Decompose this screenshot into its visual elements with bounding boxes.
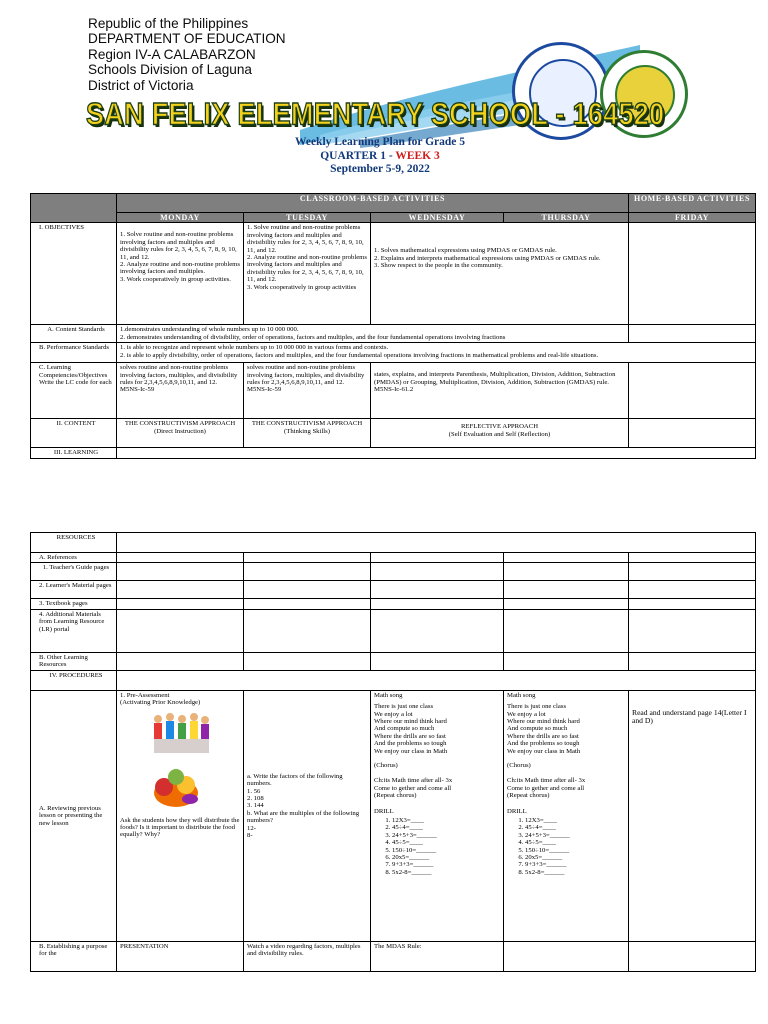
objectives-monday: 1. Solve routine and non-routine problems involving factors and multiples and divisibility rules for 2, 3, 4, 5, 6, 7, 8, 9, 10, 11, and 12. 2. Analyze routine and non-routine problems involving factors and multiples. 3. Work cooperatively in group activities.	[117, 223, 244, 325]
competencies-friday	[629, 363, 756, 419]
objectives-wed-thu: 1. Solves mathematical expressions using PMDAS or GMDAS rule. 2. Explains and interprets mathematical expressions using PMDAS or GMDAS rule. 3. Show respect to the people in the community.	[371, 223, 629, 325]
math-song-title: Math song	[374, 691, 403, 699]
day-header: THURSDAY	[504, 213, 629, 223]
purpose-wednesday: The MDAS Rule:	[371, 941, 504, 971]
drill-item: 2. 45÷4=____	[525, 824, 625, 831]
drill-label: DRILL	[374, 807, 394, 815]
row-label-content-standards: A. Content Standards	[31, 325, 117, 343]
content-monday: THE CONSTRUCTIVISM APPROACH (Direct Instruction)	[117, 419, 244, 448]
row-label-additional-materials: 4. Additional Materials from Learning Resource (LR) portal	[31, 609, 117, 652]
row-label-teachers-guide: 1. Teacher's Guide pages	[31, 563, 117, 581]
document-header	[0, 0, 768, 200]
plan-week: WEEK 3	[395, 150, 440, 162]
competencies-monday: solves routine and non-routine problems involving factors, multiples, and divisibility rules for 2,3,4,5,6,8,9,10,11, and 12. M5NS-Ic-59	[117, 363, 244, 419]
row-label-purpose: B. Establishing a purpose for the	[31, 941, 117, 971]
drill-item: 8. 5x2-8=______	[525, 869, 625, 876]
drill-item: 6. 20x5=______	[525, 854, 625, 861]
drill-item: 8. 5x2-8=______	[392, 869, 500, 876]
row-label-content: II. CONTENT	[31, 419, 117, 448]
plan-title: Weekly Learning Plan for Grade 5	[294, 136, 466, 148]
purpose-monday: PRESENTATION	[117, 941, 244, 971]
drill-item: 4. 45÷5=____	[525, 839, 625, 846]
learning-row	[117, 448, 756, 458]
procedures-row	[117, 670, 756, 690]
competencies-tuesday: solves routine and non-routine problems involving factors, multiples, and divisibility rules for 2,3,4,5,6,8,9,10,11, and 12. M5NS-Ic-59	[244, 363, 371, 419]
content-wed-thu: REFLECTIVE APPROACH (Self Evaluation and Self (Reflection)	[371, 419, 629, 448]
purpose-friday	[629, 941, 756, 971]
purpose-thursday	[504, 941, 629, 971]
row-label-references: A. References	[31, 553, 117, 563]
drill-list	[392, 817, 500, 876]
content-tuesday: THE CONSTRUCTIVISM APPROACH (Thinking Skills)	[244, 419, 371, 448]
content-standards: 1.demonstrates understanding of whole numbers up to 10 000 000. 2. demonstrates understanding of divisibility, order of operations, factors and multiples, and the four fundamental operations involving fractions	[117, 325, 629, 343]
day-header: WEDNESDAY	[371, 213, 504, 223]
header-line: Region IV-A CALABARZON	[88, 46, 256, 62]
header-line: Schools Division of Laguna	[88, 62, 252, 78]
math-song-lyrics: There is just one class We enjoy a lot Where our mind think hard And compute so much Where the drills are so fast And the problems so tough We enjoy our class in Math (Chorus) Ch:its Math time after all- 3x Come to gether and come all (Repeat chorus)	[374, 703, 453, 800]
drill-label: DRILL	[507, 807, 527, 815]
review-tuesday: a. Write the factors of the following numbers. 1. 56 2. 108 3. 144 b. What are the multiples of the following numbers? 12- 8-	[244, 690, 371, 941]
header-line: DEPARTMENT OF EDUCATION	[88, 31, 286, 47]
classroom-header: CLASSROOM-BASED ACTIVITIES	[117, 194, 629, 213]
objectives-tuesday: 1. Solve routine and non-routine problems involving factors and multiples and divisibility rules for 2, 3, 4, 5, 6, 7, 8, 9, 10, 11, and 12. 2. Analyze routine and non-routine problems involving factors and multiples and divisibility rules for 2, 3, 4, 5, 6, 7, 8, 9, 10, 11, and 12. 3. Work cooperatively in group activities	[244, 223, 371, 325]
row-label-objectives: I. OBJECTIVES	[31, 223, 117, 325]
row-label-reviewing: A. Reviewing previous lesson or presenting the new lesson	[31, 690, 117, 941]
pre-assessment-title: 1. Pre-Assessment (Activating Prior Knowledge)	[120, 691, 201, 707]
purpose-tuesday: Watch a video regarding factors, multiples and divisibility rules.	[244, 941, 371, 971]
plan-table-bottom	[30, 532, 756, 972]
review-friday: Read and understand page 14(Letter I and D)	[629, 690, 756, 941]
row-label-competencies: C. Learning Competencies/Objectives Write the LC code for each	[31, 363, 117, 419]
math-song-lyrics: There is just one class We enjoy a lot Where our mind think hard And compute so much Where the drills are so fast And the problems so tough We enjoy our class in Math (Chorus) Ch:its Math time after all- 3x Come to gether and come all (Repeat chorus)	[507, 703, 586, 800]
day-header: TUESDAY	[244, 213, 371, 223]
resources-row	[117, 533, 756, 553]
review-monday	[117, 690, 244, 941]
drill-item: 7. 9+3+3=______	[392, 861, 500, 868]
fruits-icon	[150, 763, 202, 811]
math-song-title: Math song	[507, 691, 536, 699]
drill-item: 3. 24+5+3=______	[392, 832, 500, 839]
drill-item: 1. 12X3=____	[525, 817, 625, 824]
row-label-resources: RESOURCES	[31, 533, 117, 553]
row-label-learners-material: 2. Learner's Material pages	[31, 581, 117, 599]
day-header: FRIDAY	[629, 213, 756, 223]
plan-dates: September 5-9, 2022	[330, 163, 430, 175]
day-header: MONDAY	[117, 213, 244, 223]
header-line: District of Victoria	[88, 77, 194, 93]
drill-item: 1. 12X3=____	[392, 817, 500, 824]
row-label-learning: III. LEARNING	[31, 448, 117, 458]
competencies-wed-thu: states, explains, and interprets Parenthesis, Multiplication, Division, Addition, Subtraction (PMDAS) or Grouping, Multiplication, Division, Addition, Subtraction (GMDAS) rule. M5NS-Ic-61.2	[371, 363, 629, 419]
drill-item: 6. 20x5=______	[392, 854, 500, 861]
drill-list	[525, 817, 625, 876]
drill-item: 5. 150÷10=______	[525, 847, 625, 854]
plan-table-top	[30, 193, 756, 459]
home-header: HOME-BASED ACTIVITIES	[629, 194, 756, 213]
content-friday	[629, 419, 756, 448]
corner-cell	[31, 194, 117, 223]
row-label-performance-standards: B. Performance Standards	[31, 343, 117, 363]
row-label-other-resources: B. Other Learning Resources	[31, 652, 117, 670]
drill-item: 3. 24+5+3=______	[525, 832, 625, 839]
school-name: SAN FELIX ELEMENTARY SCHOOL - 164520	[86, 97, 665, 132]
performance-standards: 1. is able to recognize and represent whole numbers up to 10 000 000 in various forms and contexts. 2. is able to apply divisibility, order of operations, factors and multiples, and the four fundamental operations involving fractions in mathematical problems and real-life situations.	[117, 343, 756, 363]
objectives-friday	[629, 223, 756, 325]
row-label-procedures: IV. PROCEDURES	[31, 670, 117, 690]
plan-quarter: QUARTER 1 - WEEK 3	[320, 150, 440, 162]
drill-item: 2. 45÷4=____	[392, 824, 500, 831]
header-lines	[88, 16, 286, 93]
header-line: Republic of the Philippines	[88, 16, 249, 31]
row-label-textbook: 3. Textbook pages	[31, 599, 117, 609]
children-group-icon	[150, 711, 212, 759]
drill-item: 4. 45÷5=____	[392, 839, 500, 846]
drill-item: 5. 150÷10=______	[392, 847, 500, 854]
content-standards-friday	[629, 325, 756, 343]
review-thursday	[504, 690, 629, 941]
pre-assessment-question: Ask the students how they will distribute the foods? Is it important to distribute the food equally? Why?	[120, 816, 240, 839]
drill-item: 7. 9+3+3=______	[525, 861, 625, 868]
review-wednesday	[371, 690, 504, 941]
